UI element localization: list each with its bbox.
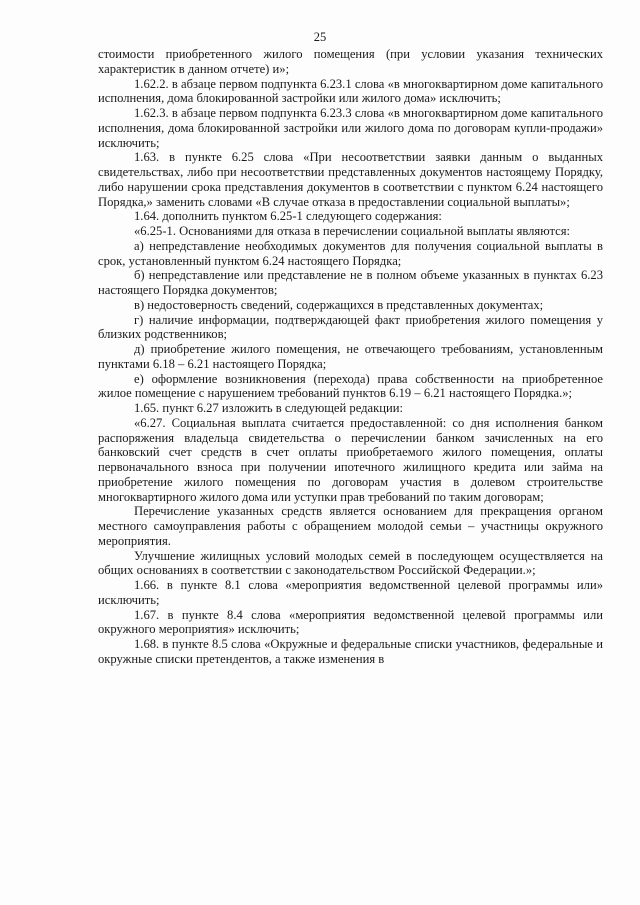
document-body: [98, 47, 603, 667]
paragraph-1-67: 1.67. в пункте 8.4 слова «мероприятия ведомственной целевой программы или окружного мероприятия» исключить;: [98, 607, 603, 637]
paragraph-6-27: «6.27. Социальная выплата считается предоставленной: со дня исполнения банком распоряжения владельца свидетельства о перечислении банком зачисленных на его банковский счет средств в счет оплаты приобретаемого жилого помещения, оплаты первоначального взноса при получении ипотечного жилищного кредита или займа на приобретение жилого помещения по договорам участия в долевом строительстве многоквартирного жилого дома или уступки прав требований по таким договорам;: [98, 415, 603, 504]
paragraph-1-65: 1.65. пункт 6.27 изложить в следующей редакции:: [134, 401, 403, 415]
list-item-a: а) непредставление необходимых документов для получения социальной выплаты в срок, установленный пунктом 6.24 настоящего Порядка;: [98, 238, 603, 268]
paragraph-improvement: Улучшение жилищных условий молодых семей в последующем осуществляется на общих основаниях в соответствии с законодательством Российской Федерации.»;: [98, 548, 603, 578]
list-item-v: в) недостоверность сведений, содержащихся в представленных документах;: [134, 297, 544, 312]
paragraph-1-62-2: 1.62.2. в абзаце первом подпункта 6.23.1 слова «в многоквартирном доме капитального исполнения, дома блокированной застройки или жилого дома» исключить;: [98, 76, 603, 106]
paragraph-continuation: стоимости приобретенного жилого помещения (при условии указания технических характеристик в данном отчете) и»;: [98, 47, 603, 76]
list-item-e: е) оформление возникновения (перехода) права собственности на приобретенное жилое помещение с нарушением требований пунктов 6.19 – 6.21 настоящего Порядка.»;: [98, 371, 603, 401]
paragraph-1-63: 1.63. в пункте 6.25 слова «При несоответствии заявки данным о выданных свидетельствах, либо при несоответствии представленных документов настоящему Порядку, либо нарушении срока представления документов в соответствии с пунктом 6.24 настоящего Порядка,» заменить словами «В случае отказа в предоставлении социальной выплаты»;: [98, 150, 603, 209]
list-item-g: г) наличие информации, подтверждающей факт приобретения жилого помещения у близких родственников;: [98, 312, 603, 342]
paragraph-1-62-3: 1.62.3. в абзаце первом подпункта 6.23.3 слова «в многоквартирном доме капитального исполнения, дома блокированной застройки или жилого дома по договорам купли-продажи» исключить;: [98, 106, 603, 150]
list-item-d: д) приобретение жилого помещения, не отвечающего требованиям, установленным пунктами 6.18 – 6.21 настоящего Порядка;: [98, 342, 603, 371]
paragraph-1-64: 1.64. дополнить пунктом 6.25-1 следующего содержания:: [134, 209, 442, 224]
paragraph-6-25-1: «6.25-1. Основаниями для отказа в перечислении социальной выплаты являются:: [134, 224, 571, 238]
paragraph-1-66: 1.66. в пункте 8.1 слова «мероприятия ведомственной целевой программы или» исключить;: [98, 578, 603, 607]
paragraph-transfer: Перечисление указанных средств является основанием для прекращения органом местного самоуправления работы с обращением молодой семьи – участницы окружного мероприятия.: [98, 504, 603, 548]
page-number: 25: [313, 30, 327, 44]
paragraph-1-68: 1.68. в пункте 8.5 слова «Окружные и федеральные списки участников, федеральные и окружные списки претендентов, а также изменения в: [98, 637, 603, 666]
list-item-b: б) непредставление или представление не в полном объеме указанных в пунктах 6.23 настоящего Порядка документов;: [98, 268, 603, 297]
